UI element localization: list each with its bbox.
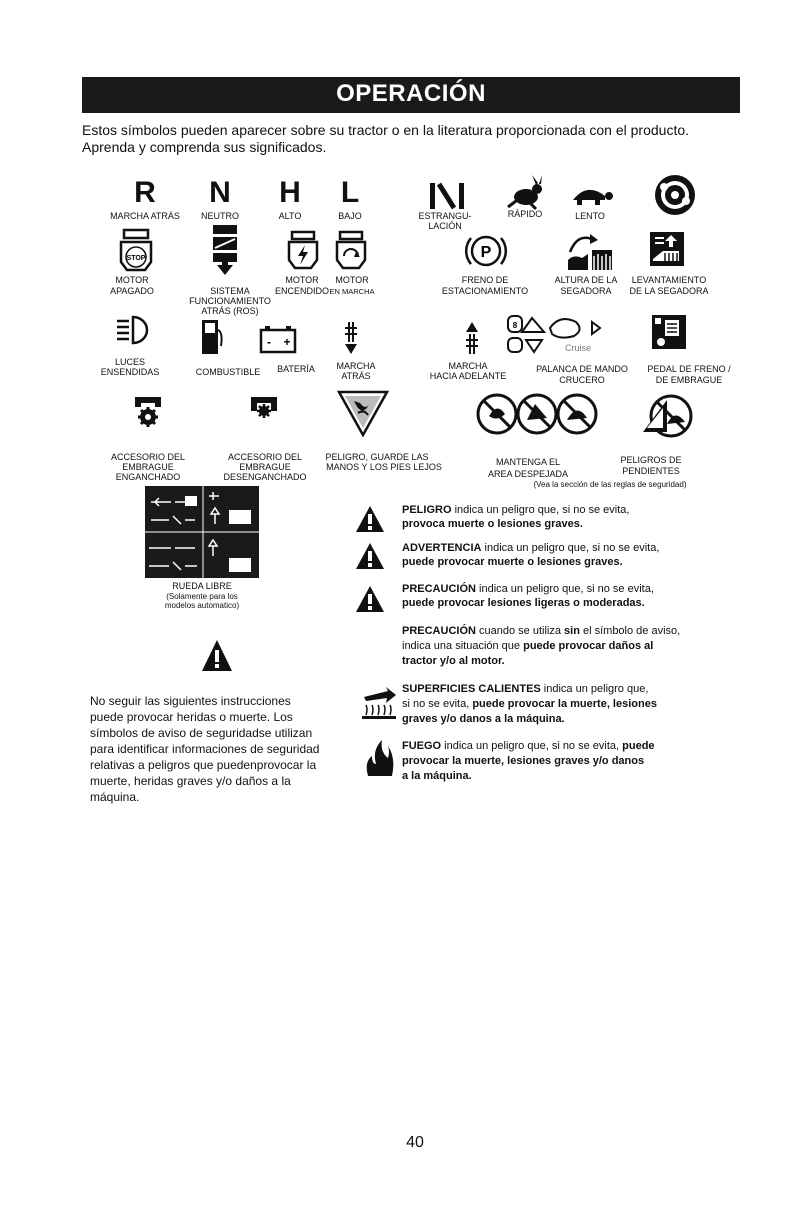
fire-word: FUEGO [402, 740, 442, 752]
pto-engaged-label-3: ENGANCHADO [115, 472, 181, 482]
danger-alert-icon [355, 505, 385, 533]
caution-no-symbol-sin: sin [564, 625, 580, 637]
forward-arrow-icon [464, 320, 480, 356]
forward-travel-label-1: MARCHA [448, 361, 488, 371]
lights-label-2: ENSENDIDAS [100, 367, 160, 377]
intro-line-2: Aprenda y comprenda sus significados. [82, 139, 327, 155]
danger-rest: indica un peligro que, si no se evita, [451, 504, 630, 516]
left-text-1: No seguir las siguientes instrucciones [90, 694, 291, 708]
ros-label-3: ATRÁS (ROS) [201, 306, 259, 316]
fast-label: RÁPIDO [507, 209, 543, 219]
pto-disengaged-label-1: ACCESORIO DEL [227, 452, 303, 462]
svg-text:P: P [480, 244, 492, 261]
brake-pedal-icon [651, 314, 687, 350]
engine-start-label-1: MOTOR [285, 275, 319, 285]
caution-no-symbol-line2a: indica una situación que [402, 640, 524, 652]
fuel-label: COMBUSTIBLE [195, 367, 261, 377]
slopes-label-2: PENDIENTES [622, 466, 680, 476]
caution-text-2: puede provocar lesiones ligeras o moderadas. [402, 597, 645, 609]
engine-run-icon [334, 230, 368, 274]
svg-text:STOP: STOP [126, 255, 146, 262]
parking-brake-label-2: ESTACIONAMIENTO [441, 286, 529, 296]
battery-minus: - [267, 335, 271, 349]
reverse-arrow-icon [343, 320, 359, 356]
caution-no-symbol-line2b: puede provocar daños al [523, 640, 654, 652]
engine-off-icon [117, 228, 157, 274]
ros-label-1: SISTEMA [210, 286, 250, 296]
slope-hazard-icon [641, 392, 693, 440]
caution-no-symbol-rest-a: cuando se utiliza [475, 625, 565, 637]
hot-surface-icon [360, 683, 398, 721]
mower-lift-label-2: DE LA SEGADORA [629, 286, 709, 296]
clear-area-label-2: AREA DESPEJADA [487, 469, 569, 479]
intro-line-1: Estos símbolos pueden aparecer sobre su tractor o en la literatura proporcionada con el producto. [82, 122, 690, 138]
turtle-icon [567, 182, 613, 208]
mower-height-label-2: SEGADORA [560, 286, 612, 296]
fire-rest-bold: puede [622, 740, 655, 752]
choke-label-1: ESTRANGU- [418, 211, 472, 221]
left-text-4: para identificar informaciones de seguridad [90, 742, 320, 756]
safety-alert-icon [201, 639, 233, 673]
reverse-label: MARCHA ATRÁS [110, 211, 180, 221]
hot-text-3: graves y/o danos a la máquina. [402, 713, 565, 725]
pto-engaged-label-1: ACCESORIO DEL [110, 452, 186, 462]
safety-rules-note: (Vea la sección de las reglas de seguridad) [533, 480, 687, 489]
battery-label: BATERÍA [277, 364, 315, 374]
mower-height-icon [564, 230, 616, 272]
caution-no-symbol-rest-b: el símbolo de aviso, [579, 625, 681, 637]
hands-feet-warning-icon [336, 389, 390, 437]
warning-word: ADVERTENCIA [402, 542, 482, 554]
mower-blade-icon [653, 173, 697, 217]
engine-run-label-1: MOTOR [335, 275, 369, 285]
battery-plus: + [283, 335, 291, 349]
reverse-travel-label-2: ATRÁS [341, 371, 371, 381]
freewheel-label-1: RUEDA LIBRE [172, 581, 232, 591]
battery-icon [258, 324, 298, 354]
mower-lift-icon [649, 231, 685, 267]
reverse-travel-label-1: MARCHA [336, 361, 376, 371]
choke-icon [427, 180, 467, 212]
hands-feet-label-1: PELIGRO, GUARDE LAS [325, 452, 429, 462]
fire-text-2: provocar la muerte, lesiones graves y/o danos [402, 755, 645, 767]
left-text-6: muerte, heridas graves y/o daños a la [90, 774, 291, 788]
fuel-icon [199, 316, 223, 356]
fire-icon [364, 738, 396, 778]
headlights-icon [113, 313, 151, 347]
slopes-label-1: PELIGROS DE [620, 455, 682, 465]
caution-word: PRECAUCIÓN [402, 583, 476, 595]
fire-rest: indica un peligro que, si no se evita, [441, 740, 623, 752]
slow-label: LENTO [575, 211, 605, 221]
clear-area-icon [475, 392, 601, 436]
freewheel-decal [145, 486, 259, 578]
hot-word: SUPERFICIES CALIENTES [402, 683, 541, 695]
ros-icon [211, 223, 239, 275]
caution-text-1 [402, 582, 752, 597]
neutral-label: NEUTRO [201, 211, 239, 221]
hot-text-2 [402, 697, 752, 712]
high-label: ALTO [278, 211, 302, 221]
hands-feet-label-2: MANOS Y LOS PIES LEJOS [326, 462, 442, 472]
pto-engaged-icon [131, 393, 165, 433]
hot-line2b: puede provocar la muerte, lesiones [472, 698, 657, 710]
cruise-word: Cruise [564, 343, 592, 353]
freewheel-label-2: (Solamente para los [166, 592, 238, 601]
engine-off-label-2: APAGADO [110, 286, 154, 296]
cruise-control-icon [504, 314, 620, 356]
engine-run-label-2: EN MARCHA [329, 287, 375, 296]
low-label: BAJO [338, 211, 362, 221]
clear-area-label-1: MANTENGA EL [495, 457, 560, 467]
mower-height-label-1: ALTURA DE LA [554, 275, 618, 285]
left-text-2: puede provocar heridas o muerte. Los [90, 710, 293, 724]
engine-off-label-1: MOTOR [115, 275, 149, 285]
ros-label-2: FUNCIONAMIENTO [189, 296, 271, 306]
svg-text:8: 8 [512, 321, 518, 330]
warning-text-1 [402, 541, 752, 556]
danger-word: PELIGRO [402, 504, 452, 516]
warning-rest: indica un peligro que, si no se evita, [481, 542, 660, 554]
caution-no-symbol-text-3: tractor y/o al motor. [402, 655, 505, 667]
hot-rest: indica un peligro que, [540, 683, 649, 695]
warning-text-2: puede provocar muerte o lesiones graves. [402, 556, 623, 568]
forward-travel-label-2: HACIA ADELANTE [429, 371, 507, 381]
warning-alert-icon [355, 542, 385, 570]
page-number: 40 [406, 1134, 424, 1151]
pto-engaged-label-2: EMBRAGUE [122, 462, 174, 472]
rabbit-icon [502, 175, 546, 211]
left-text-5: relativas a peligros que puedenprovocar la [90, 758, 317, 772]
cruise-label-2: CRUCERO [559, 375, 605, 385]
hot-line2a: si no se evita, [402, 698, 473, 710]
hot-text-1 [402, 682, 752, 697]
freewheel-label-3: modelos automatico) [164, 601, 240, 610]
choke-label-2: LACIÓN [428, 221, 462, 231]
mower-lift-label-1: LEVANTAMIENTO [631, 275, 707, 285]
caution-rest: indica un peligro que, si no se evita, [475, 583, 654, 595]
parking-brake-icon [463, 228, 509, 274]
brake-pedal-label-1: PEDAL DE FRENO / [647, 364, 731, 374]
parking-brake-label-1: FRENO DE [461, 275, 509, 285]
left-text-3: símbolos de aviso de seguridadse utilizan [90, 726, 313, 740]
fire-text-1 [402, 739, 752, 754]
fire-text-3: a la máquina. [402, 770, 472, 782]
caution-no-symbol-text-1 [402, 624, 762, 639]
caution-alert-icon [355, 585, 385, 613]
high-letter: H [279, 176, 301, 209]
low-letter: L [340, 176, 360, 209]
pto-disengaged-label-2: EMBRAGUE [239, 462, 291, 472]
engine-start-icon [286, 230, 320, 274]
danger-text-2: provoca muerte o lesiones graves. [402, 518, 583, 530]
section-title: OPERACIÓN [336, 80, 486, 107]
brake-pedal-label-2: DE EMBRAGUE [655, 375, 723, 385]
lights-label-1: LUCES [114, 357, 145, 367]
cruise-label-1: PALANCA DE MANDO [536, 364, 628, 374]
section-header [82, 77, 740, 113]
engine-start-label-2: ENCENDIDO [274, 286, 329, 296]
reverse-letter: R [134, 176, 156, 209]
danger-text-1 [402, 503, 752, 518]
neutral-letter: N [209, 176, 231, 209]
freewheel-icon [145, 486, 259, 578]
left-text-7: máquina. [90, 790, 140, 804]
caution-no-symbol-text-2 [402, 639, 762, 654]
caution-no-symbol-word: PRECAUCIÓN [402, 625, 476, 637]
pto-disengaged-label-3: DESENGANCHADO [223, 472, 307, 482]
pto-disengaged-icon [247, 393, 281, 423]
